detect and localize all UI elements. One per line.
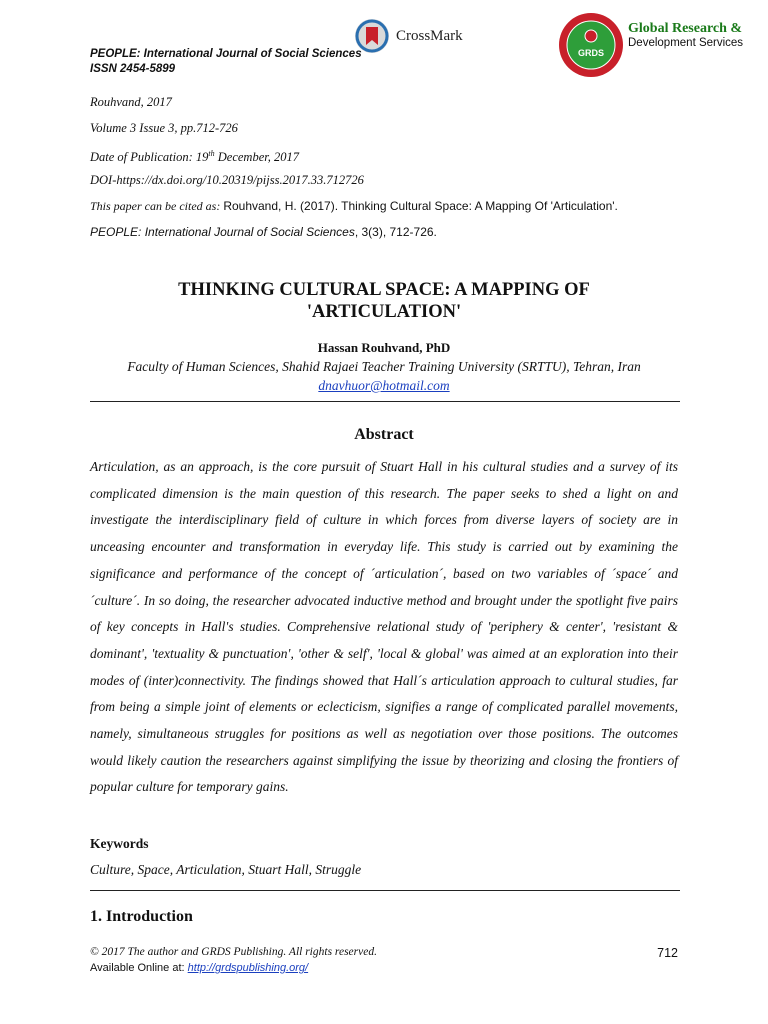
grds-seal-icon: [558, 12, 624, 78]
crossmark-label: CrossMark: [396, 27, 463, 44]
email-link[interactable]: dnavhuor@hotmail.com: [318, 378, 450, 393]
abstract-heading: Abstract: [354, 426, 414, 443]
grds-subname: Development Services: [628, 37, 744, 49]
citation-label: This paper can be cited as:: [90, 199, 224, 213]
divider-bottom: [90, 890, 680, 891]
author-name: Hassan Rouhvand, PhD: [317, 340, 451, 355]
paper-title: [90, 279, 678, 323]
crossmark-icon: [354, 18, 390, 54]
keywords-heading: Keywords: [90, 836, 149, 851]
journal-name: PEOPLE: International Journal of Social Sciences: [90, 48, 362, 60]
keywords-list: Culture, Space, Articulation, Stuart Hall, Struggle: [90, 862, 362, 877]
page-number: 712: [657, 946, 678, 960]
volume-info: Volume 3 Issue 3, pp.712-726: [90, 121, 238, 135]
doi[interactable]: DOI-https://dx.doi.org/10.20319/pijss.2017.33.712726: [90, 173, 364, 187]
abstract-body: Articulation, as an approach, is the core pursuit of Stuart Hall in his cultural studies and a survey of its complicated dimension is the main question of this research. The paper seeks to shed a light on and investigate the interdisciplinary field of culture in which forces from diverse layers of society are in unceasing encounter and transformation in everyday life. This study is carried out by examining the significance and performance of the concept of ´articulation´, based on two variables of ´space´ and ´culture´. In so doing, the researcher advocated inductive method and brought under the spotlight five pairs of key concepts in Hall's studies. Comprehensive relational study of 'periphery & center', 'resistant & dominant', 'textuality & punctuation', 'other & self', 'local & global' was aimed at an exploration into their modes of (inter)connectivity. The findings showed that Hall´s articulation approach to cultural studies, far from being a simple joint of elements or eclecticism, signifies a range of complicated parallel movements, namely, simultaneous struggles for positions as well as negotiation over those positions. The outcomes would likely caution the researchers against simplifying the issue by theorizing and closing the frontiers of popular culture for temporary gains.: [90, 459, 678, 795]
publisher-link[interactable]: http://grdspublishing.org/: [187, 962, 309, 974]
grds-seal-text: GRDS: [577, 48, 605, 58]
available-label: Available Online at:: [90, 962, 188, 974]
copyright: © 2017 The author and GRDS Publishing. All rights reserved.: [90, 946, 377, 958]
section-heading-introduction: 1. Introduction: [90, 908, 193, 925]
available-online: [90, 962, 308, 974]
title-line-2: 'ARTICULATION': [306, 302, 462, 322]
citation-journal: PEOPLE: International Journal of Social Sciences: [90, 225, 355, 239]
journal-header: [90, 47, 362, 77]
grds-logo: [558, 12, 743, 78]
divider-top: [90, 401, 680, 402]
publication-date: Date of Publication: 19th December, 2017: [90, 149, 299, 165]
citation-tail: , 3(3), 712-726.: [354, 225, 437, 239]
title-line-1: THINKING CULTURAL SPACE: A MAPPING OF: [178, 280, 590, 300]
affiliation: Faculty of Human Sciences, Shahid Rajaei Teacher Training University (SRTTU), Tehran, Iran: [127, 359, 641, 374]
citation-journal-line: [90, 222, 690, 248]
article-meta: [90, 92, 690, 248]
grds-name: Global Research &: [628, 21, 743, 36]
author-year: Rouhvand, 2017: [90, 95, 172, 109]
crossmark-badge[interactable]: [354, 16, 463, 56]
journal-issn: ISSN 2454-5899: [90, 63, 176, 75]
citation-line: [90, 196, 690, 222]
author-email[interactable]: [90, 378, 678, 394]
citation-text: Rouhvand, H. (2017). Thinking Cultural Space: A Mapping Of 'Articulation'.: [223, 199, 618, 213]
